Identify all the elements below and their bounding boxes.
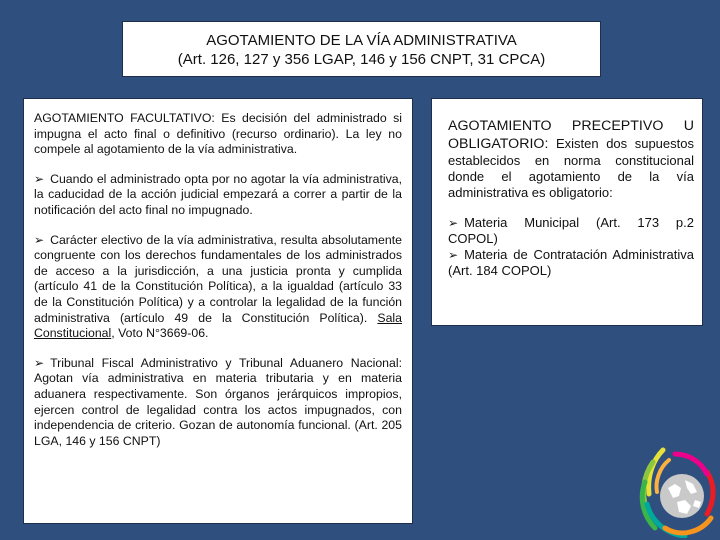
- materia-municipal-text: Materia Municipal (Art. 173 p.2 COPOL): [448, 215, 694, 246]
- materia-contratacion-item: [448, 247, 694, 279]
- sala-constitucional-link: Sala Constitucional: [34, 310, 402, 341]
- arrow-bullet-icon: ➢: [34, 355, 45, 370]
- preceptivo-text: Existen dos supuestos establecidos en norma constitucional donde el agotamiento de la vía administrativa es obligatorio:: [448, 136, 694, 200]
- facultativo-heading: AGOTAMIENTO FACULTATIVO:: [34, 111, 215, 125]
- preceptivo-colon: :: [544, 136, 549, 152]
- tribunal-paragraph: [34, 356, 402, 450]
- arrow-bullet-icon: ➢: [448, 216, 459, 230]
- materia-contratacion-text: Materia de Contratación Administrativa (Art. 184 COPOL): [448, 247, 694, 278]
- voto-reference: , Voto N°3669-06.: [111, 326, 209, 341]
- title-line-1: AGOTAMIENTO DE LA VÍA ADMINISTRATIVA: [206, 32, 517, 49]
- caducidad-text: Cuando el administrado opta por no agotar la vía administrativa, la caducidad de la acción judicial empezará a correr a partir de la notificación del acto final no impugnado.: [34, 171, 402, 217]
- facultativo-text: Es decisión del administrado si impugna el acto final o definitivo (recurso ordinario). La ley no compele al agotamiento de la vía administrativa.: [34, 111, 402, 157]
- caracter-electivo-paragraph: [34, 233, 402, 342]
- title-line-2: (Art. 126, 127 y 356 LGAP, 146 y 156 CNPT, 31 CPCA): [177, 51, 546, 68]
- preceptivo-heading: AGOTAMIENTO PRECEPTIVO U OBLIGATORIO: [448, 118, 694, 152]
- arrow-bullet-icon: ➢: [34, 232, 45, 247]
- title-box: [122, 21, 601, 77]
- facultativo-paragraph: [34, 111, 402, 158]
- right-panel: [431, 98, 703, 326]
- globe-logo-icon: [635, 442, 717, 538]
- arrow-bullet-icon: ➢: [34, 171, 45, 186]
- left-panel: [23, 98, 413, 524]
- arrow-bullet-icon: ➢: [448, 248, 459, 262]
- caducidad-paragraph: [34, 172, 402, 219]
- tribunal-heading: Tribunal Fiscal Administrativo y Tribunal Aduanero Nacional:: [50, 355, 402, 370]
- preceptivo-paragraph: [448, 117, 694, 201]
- caracter-electivo-text: Carácter electivo de la vía administrativa, resulta absolutamente congruente con los derechos fundamentales de los administrados de acceso a la jurisdicción, a una justicia pronta y cumplida (artículo 41 de la Constitución Política), a la igualdad (artículo 33 de la Constitución Política) y a controlar la legalidad de la función administrativa (artículo 49 de la Constitución Política).: [34, 232, 402, 325]
- materia-municipal-item: [448, 215, 694, 247]
- tribunal-text: Agotan vía administrativa en materia tributaria y en materia aduanera respectivamente. Son órganos jerárquicos impropios, ejercen control de legalidad contra los actos impugnados, con independencia de criterio. Gozan de autonomía funcional. (Art. 205 LGA, 146 y 156 CNPT): [34, 371, 402, 448]
